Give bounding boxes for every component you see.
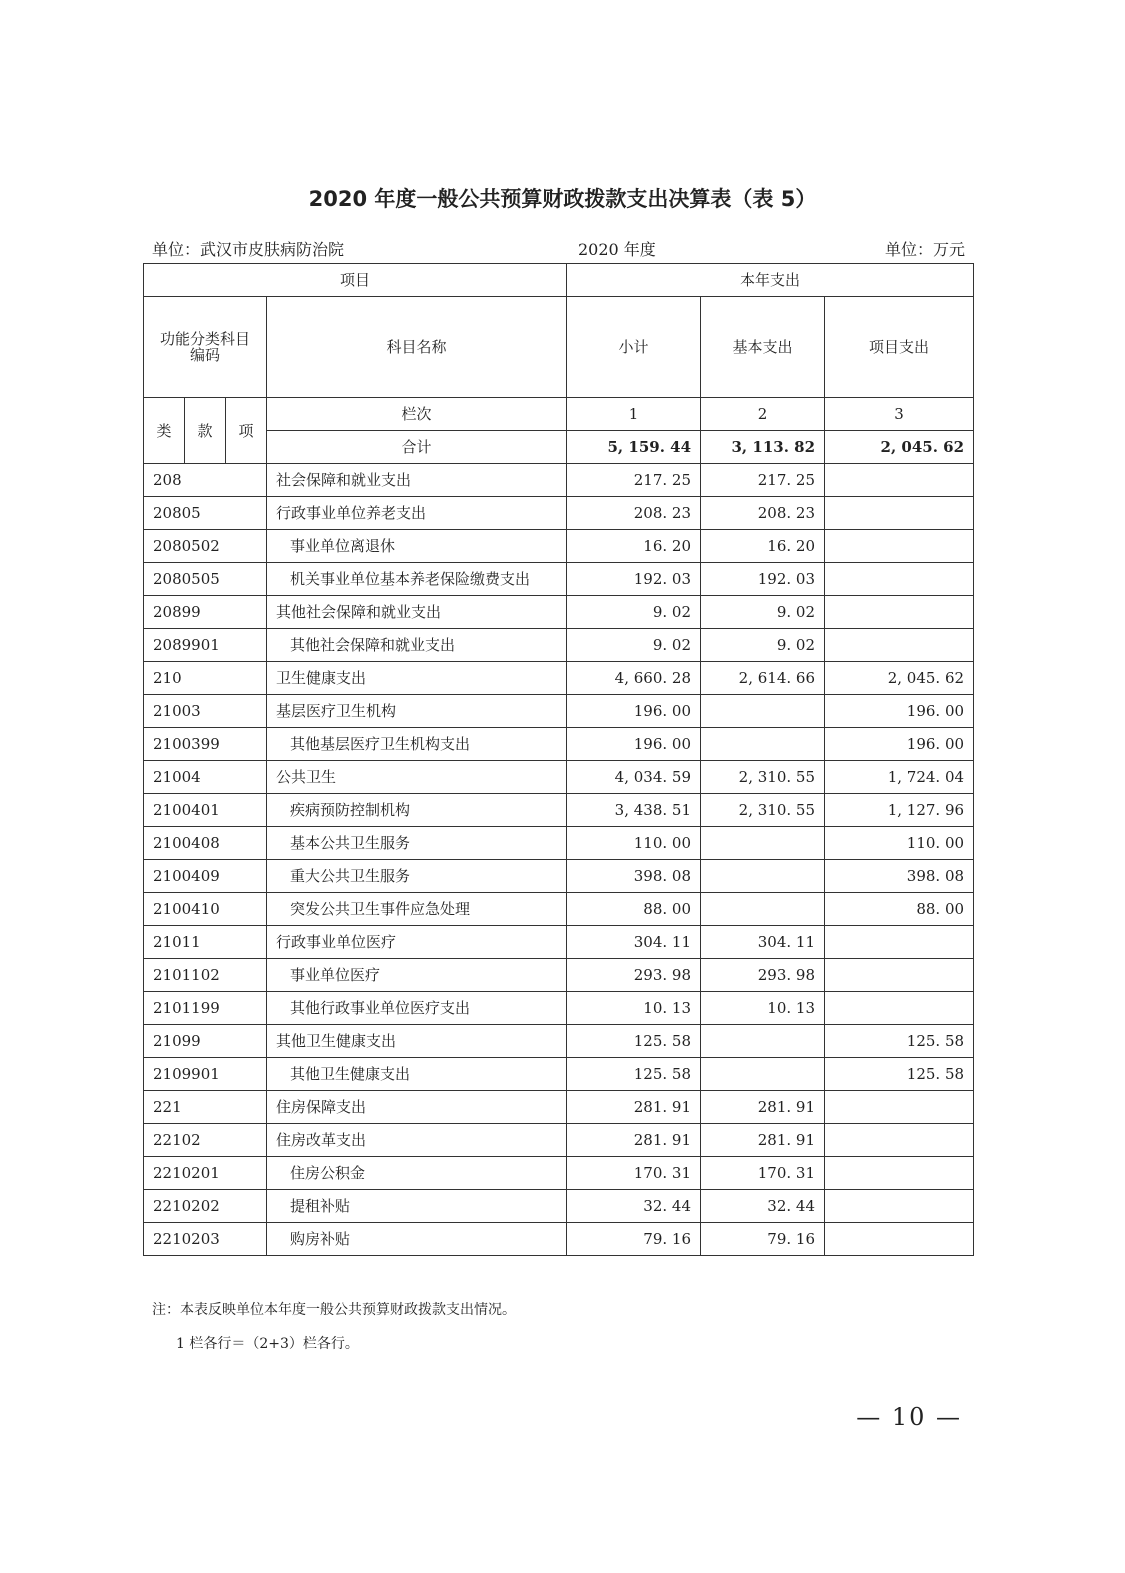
row-project [825,1190,974,1223]
row-subtotal: 16. 20 [567,530,701,563]
row-code: 2100399 [144,728,267,761]
row-subject-name: 机关事业单位基本养老保险缴费支出 [267,563,567,596]
row-subtotal: 32. 44 [567,1190,701,1223]
row-project [825,1091,974,1124]
row-subtotal: 4, 034. 59 [567,761,701,794]
row-basic [701,1058,825,1091]
row-project: 196. 00 [825,695,974,728]
row-code: 2080505 [144,563,267,596]
row-code: 20805 [144,497,267,530]
table-row [144,662,974,695]
row-basic: 192. 03 [701,563,825,596]
row-code: 2100410 [144,893,267,926]
table-row [144,1223,974,1256]
row-subject-name: 行政事业单位医疗 [267,926,567,959]
row-subject-name: 其他社会保障和就业支出 [267,629,567,662]
table-row [144,1091,974,1124]
header-subtotal: 小计 [567,297,701,398]
header-row-2 [144,297,974,398]
row-code: 2210201 [144,1157,267,1190]
row-project: 1, 724. 04 [825,761,974,794]
row-subtotal: 281. 91 [567,1091,701,1124]
row-code: 2089901 [144,629,267,662]
row-subject-name: 基层医疗卫生机构 [267,695,567,728]
row-subject-name: 住房改革支出 [267,1124,567,1157]
table-row [144,893,974,926]
row-basic: 10. 13 [701,992,825,1025]
row-basic: 217. 25 [701,464,825,497]
header-basic: 基本支出 [701,297,825,398]
row-basic: 16. 20 [701,530,825,563]
page-number: — 10 — [856,1403,962,1431]
row-code: 22102 [144,1124,267,1157]
row-project: 125. 58 [825,1025,974,1058]
row-project: 196. 00 [825,728,974,761]
row-code: 21011 [144,926,267,959]
header-column-no: 栏次 [267,398,567,431]
row-subtotal: 196. 00 [567,695,701,728]
table-row [144,827,974,860]
row-project [825,497,974,530]
row-subject-name: 其他卫生健康支出 [267,1025,567,1058]
row-basic: 304. 11 [701,926,825,959]
row-code: 21003 [144,695,267,728]
row-subtotal: 79. 16 [567,1223,701,1256]
table-row [144,695,974,728]
row-code: 2101199 [144,992,267,1025]
row-subject-name: 其他卫生健康支出 [267,1058,567,1091]
row-project [825,1157,974,1190]
row-basic [701,893,825,926]
row-subject-name: 基本公共卫生服务 [267,827,567,860]
table-row [144,1157,974,1190]
row-subtotal: 9. 02 [567,596,701,629]
row-subject-name: 事业单位医疗 [267,959,567,992]
row-subject-name: 公共卫生 [267,761,567,794]
table-row [144,794,974,827]
row-subtotal: 9. 02 [567,629,701,662]
row-project: 88. 00 [825,893,974,926]
row-subject-name: 重大公共卫生服务 [267,860,567,893]
total-project: 2, 045. 62 [825,431,974,464]
row-project: 1, 127. 96 [825,794,974,827]
row-project [825,992,974,1025]
row-basic [701,1025,825,1058]
row-subtotal: 88. 00 [567,893,701,926]
table-row [144,530,974,563]
header-xiang: 项 [226,398,267,464]
fiscal-year: 2020 年度 [578,240,656,259]
table-row [144,563,974,596]
table-row [144,959,974,992]
row-code: 2210203 [144,1223,267,1256]
row-project [825,1124,974,1157]
table-row [144,860,974,893]
row-code: 2080502 [144,530,267,563]
row-basic [701,695,825,728]
row-basic [701,728,825,761]
table-row [144,629,974,662]
row-subtotal: 170. 31 [567,1157,701,1190]
total-basic: 3, 113. 82 [701,431,825,464]
row-basic: 170. 31 [701,1157,825,1190]
row-subtotal: 125. 58 [567,1025,701,1058]
row-subject-name: 其他社会保障和就业支出 [267,596,567,629]
table-row [144,761,974,794]
row-subject-name: 住房保障支出 [267,1091,567,1124]
table-row [144,464,974,497]
row-project: 125. 58 [825,1058,974,1091]
row-basic: 281. 91 [701,1124,825,1157]
row-code: 21099 [144,1025,267,1058]
row-subtotal: 4, 660. 28 [567,662,701,695]
row-project [825,926,974,959]
row-subject-name: 突发公共卫生事件应急处理 [267,893,567,926]
header-current-year-expense: 本年支出 [567,264,974,297]
row-subtotal: 281. 91 [567,1124,701,1157]
row-basic: 79. 16 [701,1223,825,1256]
row-code: 2109901 [144,1058,267,1091]
table-row [144,497,974,530]
row-basic: 281. 91 [701,1091,825,1124]
table-row [144,728,974,761]
row-subtotal: 208. 23 [567,497,701,530]
row-basic: 293. 98 [701,959,825,992]
row-code: 2100409 [144,860,267,893]
row-code: 20899 [144,596,267,629]
header-subject-name: 科目名称 [267,297,567,398]
row-subtotal: 125. 58 [567,1058,701,1091]
header-project-expense: 项目支出 [825,297,974,398]
note-line-2: 1 栏各行＝（2+3）栏各行。 [176,1336,359,1352]
row-code: 2210202 [144,1190,267,1223]
row-subject-name: 提租补贴 [267,1190,567,1223]
row-project [825,464,974,497]
row-subtotal: 217. 25 [567,464,701,497]
row-subject-name: 行政事业单位养老支出 [267,497,567,530]
row-project [825,530,974,563]
header-kuan: 款 [185,398,226,464]
row-subject-name: 事业单位离退休 [267,530,567,563]
row-basic: 2, 310. 55 [701,761,825,794]
row-basic [701,827,825,860]
row-project: 398. 08 [825,860,974,893]
total-label: 合计 [267,431,567,464]
row-subtotal: 196. 00 [567,728,701,761]
header-func-code: 功能分类科目编码 [144,297,267,398]
row-subject-name: 购房补贴 [267,1223,567,1256]
note-line-1: 注：本表反映单位本年度一般公共预算财政拨款支出情况。 [152,1302,516,1318]
row-project [825,563,974,596]
row-subject-name: 卫生健康支出 [267,662,567,695]
row-basic: 208. 23 [701,497,825,530]
row-code: 221 [144,1091,267,1124]
table-row [144,1025,974,1058]
row-subject-name: 其他行政事业单位医疗支出 [267,992,567,1025]
table-row [144,992,974,1025]
header-row-3 [144,398,974,431]
money-unit: 单位：万元 [884,240,965,259]
header-col1: 1 [567,398,701,431]
row-subject-name: 住房公积金 [267,1157,567,1190]
row-subject-name: 社会保障和就业支出 [267,464,567,497]
row-subtotal: 192. 03 [567,563,701,596]
page-title: 2020 年度一般公共预算财政拨款支出决算表（表 5） [308,187,817,211]
table-row [144,1058,974,1091]
row-code: 2100401 [144,794,267,827]
header-lei: 类 [144,398,185,464]
row-basic: 9. 02 [701,596,825,629]
budget-table [143,263,974,1256]
row-subtotal: 10. 13 [567,992,701,1025]
total-row [144,431,974,464]
row-subtotal: 110. 00 [567,827,701,860]
header-row-1 [144,264,974,297]
row-basic [701,860,825,893]
row-project [825,1223,974,1256]
row-code: 208 [144,464,267,497]
row-project [825,629,974,662]
row-subject-name: 其他基层医疗卫生机构支出 [267,728,567,761]
unit-organization: 单位：武汉市皮肤病防治院 [152,240,345,259]
row-subtotal: 398. 08 [567,860,701,893]
table-row [144,1124,974,1157]
row-code: 210 [144,662,267,695]
table-row [144,1190,974,1223]
row-basic: 9. 02 [701,629,825,662]
total-subtotal: 5, 159. 44 [567,431,701,464]
row-project: 110. 00 [825,827,974,860]
header-col3: 3 [825,398,974,431]
row-basic: 2, 310. 55 [701,794,825,827]
row-code: 21004 [144,761,267,794]
row-subject-name: 疾病预防控制机构 [267,794,567,827]
row-project [825,596,974,629]
row-subtotal: 304. 11 [567,926,701,959]
row-basic: 32. 44 [701,1190,825,1223]
table-row [144,596,974,629]
row-subtotal: 293. 98 [567,959,701,992]
row-code: 2100408 [144,827,267,860]
row-project: 2, 045. 62 [825,662,974,695]
header-col2: 2 [701,398,825,431]
row-code: 2101102 [144,959,267,992]
row-subtotal: 3, 438. 51 [567,794,701,827]
header-project: 项目 [144,264,567,297]
row-basic: 2, 614. 66 [701,662,825,695]
table-row [144,926,974,959]
row-project [825,959,974,992]
